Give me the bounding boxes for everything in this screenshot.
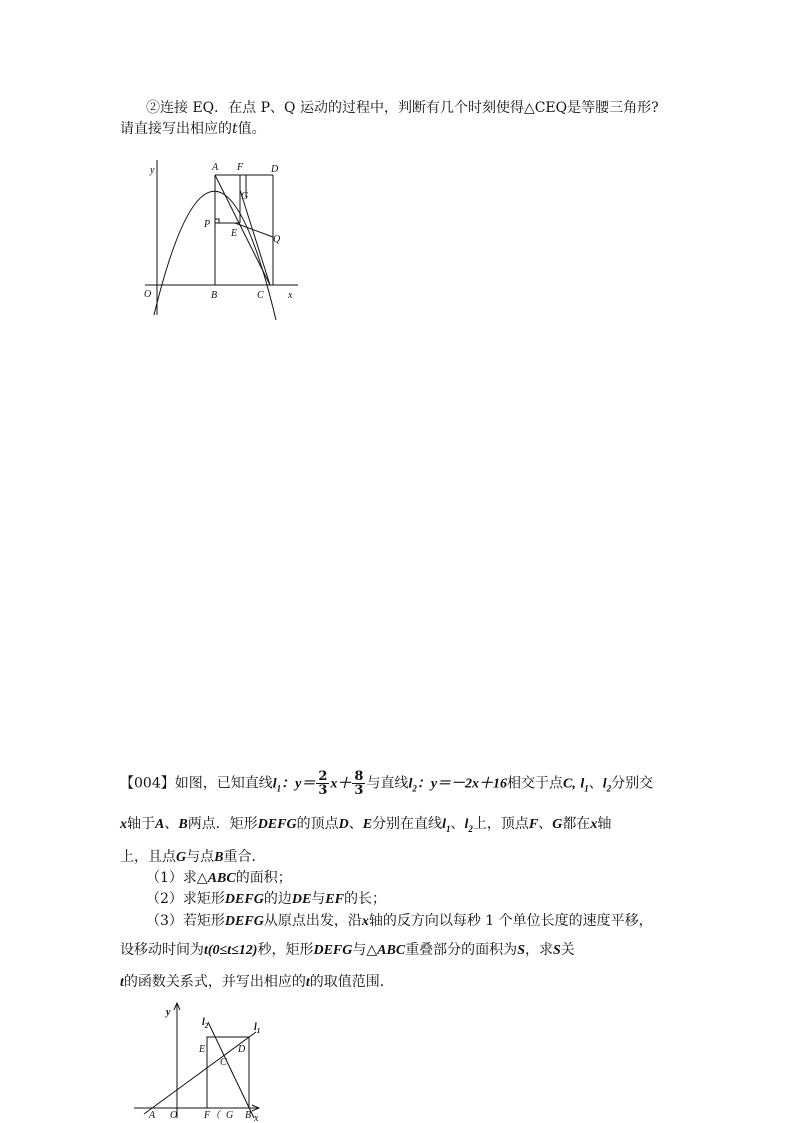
question-2-line-1: ②连接 EQ．在点 P、Q 运动的过程中，判断有几个时刻使得△CEQ是等腰三角形? (146, 100, 659, 116)
lines-rectangle-figure (130, 1002, 280, 1122)
svg-text:G: G (226, 1110, 234, 1121)
svg-text:y: y (150, 165, 155, 176)
line-l2 (208, 1022, 254, 1118)
parabola-figure (140, 155, 310, 325)
svg-text:E: E (199, 1044, 206, 1055)
svg-text:l1: $l_1$ (254, 1022, 261, 1035)
problem-004-question-2: （2）求矩形DEFG的边DE与EF的长； (146, 891, 386, 907)
svg-text:O: O (170, 1110, 178, 1121)
svg-text:Q: Q (273, 234, 281, 245)
problem-004-question-3-cont-1: 设移动时间为t(0≤t≤12)秒，矩形DEFG与△ABC重叠部分的面积为S，求S关 (120, 942, 575, 958)
fraction-2-3: $\frac{2}{3}$ (318, 769, 328, 798)
svg-text:F（: F（ (204, 1110, 221, 1121)
fraction-8-3: $\frac{8}{3}$ (354, 769, 364, 798)
problem-004-line-3: 上，且点G与点B重合． (120, 849, 266, 865)
svg-text:x: x (288, 290, 293, 301)
problem-004-question-3: （3）若矩形DEFG从原点出发，沿x轴的反方向以每秒 1 个单位长度的速度平移， (146, 913, 653, 929)
question-2-line-2: 请直接写出相应的t值。 (120, 121, 266, 137)
svg-text:G: G (241, 191, 249, 202)
svg-text:O: O (144, 289, 152, 300)
svg-text:B: B (211, 290, 218, 301)
svg-text:A: A (212, 162, 219, 173)
svg-text:C: C (220, 1057, 227, 1068)
problem-004-line-2: x轴于A、B两点．矩形DEFG的顶点D、E分别在直线$l_1$、$l_2$上，顶点F、G都在x轴 (120, 816, 612, 834)
problem-004-question-1: （1）求△ABC的面积； (146, 870, 292, 886)
svg-text:x: x (254, 1113, 259, 1122)
svg-text:D: D (238, 1044, 246, 1055)
svg-text:B: B (245, 1110, 252, 1121)
svg-text:y: y (166, 1007, 171, 1018)
svg-text:l2: $l_2$ (202, 1017, 209, 1030)
svg-text:E: E (231, 228, 238, 239)
svg-text:P: P (204, 219, 211, 230)
problem-004-line-1: 【004】如图，已知直线$l_1$：y＝ $\frac{2}{3}$ x＋ $\frac{8}{3}$ 与直线$l_2$：y＝－2x＋16相交于点C, $l_1$、$l_2$分别交 (120, 769, 654, 798)
svg-text:A: A (149, 1110, 156, 1121)
svg-text:F: F (237, 162, 244, 173)
svg-text:C: C (257, 290, 264, 301)
svg-text:D: D (271, 164, 279, 175)
problem-004-question-3-cont-2: t的函数关系式，并写出相应的t的取值范围． (120, 974, 394, 990)
